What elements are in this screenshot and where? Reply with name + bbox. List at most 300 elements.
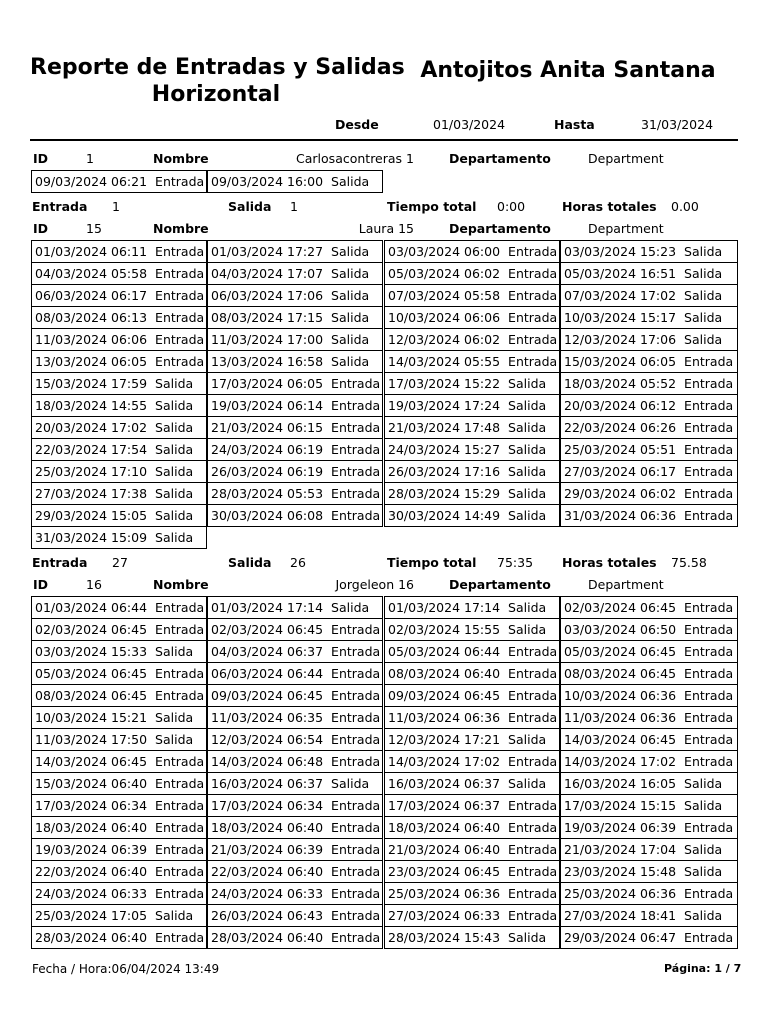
punch-record <box>385 285 559 307</box>
company-name: Antojitos Anita Santana <box>420 58 716 83</box>
nombre-label: Nombre <box>153 221 209 236</box>
punch-datetime: 21/03/2024 06:15 <box>211 420 324 435</box>
punch-datetime: 07/03/2024 17:02 <box>564 288 677 303</box>
punch-type: Salida <box>684 288 723 303</box>
punch-datetime: 14/03/2024 06:45 <box>35 754 148 769</box>
punch-datetime: 14/03/2024 06:48 <box>211 754 324 769</box>
punch-record <box>385 417 559 439</box>
punch-record <box>208 373 382 395</box>
punch-type: Entrada <box>155 776 205 791</box>
punch-datetime: 02/03/2024 06:45 <box>564 600 677 615</box>
punch-record <box>561 861 737 883</box>
punch-record <box>32 883 206 905</box>
punch-record <box>208 905 382 927</box>
punch-datetime: 29/03/2024 06:47 <box>564 930 677 945</box>
id-label: ID <box>33 151 49 166</box>
punch-record <box>208 751 382 773</box>
horas-totales-label: Horas totales <box>562 199 657 214</box>
entrada-count-label: Entrada <box>32 555 88 570</box>
punch-record <box>208 171 382 193</box>
punch-record <box>32 241 206 263</box>
punch-record <box>32 329 206 351</box>
employee-department: Department <box>588 151 664 166</box>
punch-record <box>385 373 559 395</box>
punch-record <box>208 395 382 417</box>
punch-datetime: 03/03/2024 15:23 <box>564 244 677 259</box>
punch-type: Salida <box>684 908 723 923</box>
punch-column <box>31 596 207 949</box>
punch-record <box>32 663 206 685</box>
employee-name: Carlosacontreras 1 <box>296 151 414 166</box>
punch-type: Entrada <box>331 908 381 923</box>
punch-record <box>385 263 559 285</box>
punch-record <box>32 839 206 861</box>
punch-datetime: 10/03/2024 06:06 <box>388 310 501 325</box>
punch-datetime: 22/03/2024 06:26 <box>564 420 677 435</box>
punch-datetime: 01/03/2024 17:14 <box>388 600 501 615</box>
punch-record <box>385 839 559 861</box>
punch-type: Salida <box>508 486 547 501</box>
punch-type: Salida <box>331 174 370 189</box>
punch-record <box>385 641 559 663</box>
punch-record <box>32 773 206 795</box>
punch-record <box>561 439 737 461</box>
punch-record <box>385 751 559 773</box>
punch-datetime: 18/03/2024 14:55 <box>35 398 148 413</box>
punch-datetime: 25/03/2024 06:36 <box>388 886 501 901</box>
punch-record <box>208 351 382 373</box>
punch-type: Entrada <box>155 174 205 189</box>
punch-type: Entrada <box>684 486 734 501</box>
punch-type: Entrada <box>331 376 381 391</box>
punch-record <box>208 285 382 307</box>
punch-type: Entrada <box>684 398 734 413</box>
punch-record <box>32 905 206 927</box>
departamento-label: Departamento <box>449 221 551 236</box>
punch-type: Salida <box>331 244 370 259</box>
punch-record <box>32 927 206 949</box>
punch-datetime: 29/03/2024 06:02 <box>564 486 677 501</box>
punch-type: Entrada <box>331 666 381 681</box>
punch-type: Entrada <box>508 288 558 303</box>
punch-datetime: 02/03/2024 06:45 <box>35 622 148 637</box>
punch-datetime: 19/03/2024 06:14 <box>211 398 324 413</box>
punch-type: Entrada <box>684 508 734 523</box>
punch-type: Entrada <box>331 644 381 659</box>
punch-type: Entrada <box>331 864 381 879</box>
punch-datetime: 07/03/2024 05:58 <box>388 288 501 303</box>
punch-type: Salida <box>331 266 370 281</box>
punch-record <box>385 505 559 527</box>
punch-type: Entrada <box>508 310 558 325</box>
punch-datetime: 15/03/2024 06:40 <box>35 776 148 791</box>
punch-record <box>32 483 206 505</box>
punch-record <box>561 751 737 773</box>
punch-datetime: 17/03/2024 06:34 <box>35 798 148 813</box>
punch-datetime: 02/03/2024 15:55 <box>388 622 501 637</box>
punch-type: Salida <box>155 398 194 413</box>
tiempo-total: 75:35 <box>497 555 534 570</box>
punch-datetime: 18/03/2024 06:40 <box>211 820 324 835</box>
punch-datetime: 10/03/2024 15:17 <box>564 310 677 325</box>
punch-type: Salida <box>508 930 547 945</box>
punch-type: Entrada <box>331 710 381 725</box>
punch-record <box>561 663 737 685</box>
punch-type: Salida <box>155 530 194 545</box>
punch-type: Entrada <box>155 244 205 259</box>
employee-department: Department <box>588 577 664 592</box>
punch-datetime: 11/03/2024 06:06 <box>35 332 148 347</box>
punch-type: Entrada <box>508 820 558 835</box>
punch-type: Entrada <box>331 442 381 457</box>
punch-datetime: 12/03/2024 17:21 <box>388 732 501 747</box>
punch-type: Entrada <box>155 754 205 769</box>
punch-record <box>561 373 737 395</box>
punch-record <box>32 263 206 285</box>
punch-record <box>385 241 559 263</box>
punch-type: Entrada <box>508 688 558 703</box>
punch-datetime: 11/03/2024 17:50 <box>35 732 148 747</box>
punch-datetime: 21/03/2024 17:48 <box>388 420 501 435</box>
id-label: ID <box>33 577 49 592</box>
punch-type: Entrada <box>331 420 381 435</box>
punch-type: Entrada <box>684 420 734 435</box>
punch-datetime: 29/03/2024 15:05 <box>35 508 148 523</box>
punch-type: Entrada <box>508 754 558 769</box>
tiempo-total-label: Tiempo total <box>387 555 477 570</box>
punch-record <box>561 839 737 861</box>
punch-datetime: 21/03/2024 17:04 <box>564 842 677 857</box>
punch-record <box>385 351 559 373</box>
punch-type: Salida <box>508 776 547 791</box>
punch-record <box>32 817 206 839</box>
punch-type: Entrada <box>508 798 558 813</box>
punch-record <box>561 795 737 817</box>
punch-datetime: 24/03/2024 06:33 <box>35 886 148 901</box>
punch-datetime: 09/03/2024 06:45 <box>388 688 501 703</box>
punch-type: Salida <box>508 508 547 523</box>
punch-datetime: 08/03/2024 17:15 <box>211 310 324 325</box>
punch-datetime: 30/03/2024 06:08 <box>211 508 324 523</box>
punch-type: Entrada <box>684 710 734 725</box>
punch-datetime: 27/03/2024 06:17 <box>564 464 677 479</box>
punch-record <box>32 751 206 773</box>
punch-datetime: 16/03/2024 06:37 <box>388 776 501 791</box>
punch-datetime: 05/03/2024 06:02 <box>388 266 501 281</box>
punch-datetime: 02/03/2024 06:45 <box>211 622 324 637</box>
tiempo-total: 0:00 <box>497 199 526 214</box>
punch-datetime: 14/03/2024 17:02 <box>388 754 501 769</box>
punch-record <box>385 663 559 685</box>
punch-record <box>385 461 559 483</box>
punch-datetime: 08/03/2024 06:13 <box>35 310 148 325</box>
punch-column <box>207 596 383 949</box>
punch-datetime: 20/03/2024 06:12 <box>564 398 677 413</box>
punch-datetime: 10/03/2024 06:36 <box>564 688 677 703</box>
punch-record <box>208 773 382 795</box>
horas-totales: 75.58 <box>671 555 707 570</box>
punch-record <box>32 351 206 373</box>
punch-datetime: 18/03/2024 05:52 <box>564 376 677 391</box>
punch-datetime: 23/03/2024 15:48 <box>564 864 677 879</box>
punch-datetime: 11/03/2024 06:36 <box>564 710 677 725</box>
punch-datetime: 17/03/2024 15:15 <box>564 798 677 813</box>
punch-datetime: 14/03/2024 05:55 <box>388 354 501 369</box>
punch-type: Entrada <box>155 820 205 835</box>
punch-datetime: 31/03/2024 15:09 <box>35 530 148 545</box>
punch-record <box>561 619 737 641</box>
punch-record <box>561 773 737 795</box>
punch-datetime: 01/03/2024 06:11 <box>35 244 148 259</box>
punch-record <box>561 395 737 417</box>
punch-record <box>208 641 382 663</box>
punch-type: Entrada <box>331 732 381 747</box>
punch-datetime: 05/03/2024 06:45 <box>564 644 677 659</box>
punch-type: Salida <box>155 644 194 659</box>
punch-datetime: 08/03/2024 06:45 <box>564 666 677 681</box>
punch-record <box>561 505 737 527</box>
punch-datetime: 11/03/2024 06:36 <box>388 710 501 725</box>
punch-record <box>208 685 382 707</box>
punch-record <box>561 241 737 263</box>
punch-datetime: 16/03/2024 16:05 <box>564 776 677 791</box>
punch-record <box>385 483 559 505</box>
punch-record <box>561 905 737 927</box>
punch-datetime: 28/03/2024 15:29 <box>388 486 501 501</box>
punch-type: Salida <box>331 288 370 303</box>
desde-label: Desde <box>335 117 379 132</box>
punch-datetime: 04/03/2024 17:07 <box>211 266 324 281</box>
punch-datetime: 27/03/2024 06:33 <box>388 908 501 923</box>
punch-datetime: 08/03/2024 06:45 <box>35 688 148 703</box>
punch-type: Entrada <box>508 842 558 857</box>
report-title-line2: Horizontal <box>151 82 281 107</box>
punch-record <box>208 417 382 439</box>
punch-type: Entrada <box>508 864 558 879</box>
punch-type: Entrada <box>508 644 558 659</box>
punch-datetime: 11/03/2024 06:35 <box>211 710 324 725</box>
punch-datetime: 15/03/2024 06:05 <box>564 354 677 369</box>
punch-record <box>385 707 559 729</box>
punch-type: Salida <box>331 776 370 791</box>
punch-record <box>208 663 382 685</box>
punch-record <box>208 307 382 329</box>
punch-record <box>561 817 737 839</box>
punch-type: Salida <box>508 732 547 747</box>
punch-datetime: 05/03/2024 06:44 <box>388 644 501 659</box>
punch-record <box>208 795 382 817</box>
punch-record <box>208 263 382 285</box>
punch-datetime: 25/03/2024 06:36 <box>564 886 677 901</box>
punch-record <box>561 351 737 373</box>
punch-datetime: 18/03/2024 06:40 <box>388 820 501 835</box>
employee-name: Laura 15 <box>358 221 414 236</box>
punch-datetime: 31/03/2024 06:36 <box>564 508 677 523</box>
punch-record <box>32 171 206 193</box>
hasta-value: 31/03/2024 <box>641 117 714 132</box>
punch-datetime: 26/03/2024 06:19 <box>211 464 324 479</box>
punch-column <box>560 596 738 949</box>
punch-datetime: 14/03/2024 17:02 <box>564 754 677 769</box>
punch-type: Salida <box>508 600 547 615</box>
punch-record <box>385 395 559 417</box>
punch-type: Entrada <box>155 864 205 879</box>
punch-record <box>208 927 382 949</box>
punch-record <box>208 729 382 751</box>
salida-count: 26 <box>290 555 306 570</box>
punch-type: Entrada <box>155 600 205 615</box>
punch-type: Entrada <box>331 798 381 813</box>
desde-value: 01/03/2024 <box>433 117 506 132</box>
punch-datetime: 22/03/2024 06:40 <box>211 864 324 879</box>
punch-datetime: 03/03/2024 06:00 <box>388 244 501 259</box>
punch-type: Salida <box>684 266 723 281</box>
punch-type: Entrada <box>684 666 734 681</box>
punch-record <box>561 729 737 751</box>
punch-record <box>208 839 382 861</box>
punch-datetime: 08/03/2024 06:40 <box>388 666 501 681</box>
entrada-count-label: Entrada <box>32 199 88 214</box>
punch-type: Entrada <box>508 710 558 725</box>
punch-type: Salida <box>155 908 194 923</box>
punch-datetime: 22/03/2024 06:40 <box>35 864 148 879</box>
punch-datetime: 22/03/2024 17:54 <box>35 442 148 457</box>
punch-datetime: 12/03/2024 17:06 <box>564 332 677 347</box>
punch-record <box>385 307 559 329</box>
punch-record <box>385 905 559 927</box>
punch-type: Salida <box>508 442 547 457</box>
punch-record <box>208 461 382 483</box>
punch-type: Entrada <box>331 688 381 703</box>
punch-datetime: 19/03/2024 06:39 <box>564 820 677 835</box>
punch-record <box>385 861 559 883</box>
salida-count: 1 <box>290 199 298 214</box>
punch-type: Entrada <box>684 644 734 659</box>
punch-datetime: 21/03/2024 06:39 <box>211 842 324 857</box>
punch-type: Salida <box>155 508 194 523</box>
punch-type: Entrada <box>684 622 734 637</box>
nombre-label: Nombre <box>153 151 209 166</box>
punch-datetime: 01/03/2024 06:44 <box>35 600 148 615</box>
salida-count-label: Salida <box>228 555 272 570</box>
punch-type: Entrada <box>508 332 558 347</box>
punch-record <box>208 241 382 263</box>
punch-type: Salida <box>508 420 547 435</box>
punch-record <box>208 619 382 641</box>
punch-type: Salida <box>155 710 194 725</box>
punch-datetime: 09/03/2024 06:21 <box>35 174 148 189</box>
punch-type: Entrada <box>684 732 734 747</box>
punch-datetime: 25/03/2024 05:51 <box>564 442 677 457</box>
punch-type: Salida <box>508 464 547 479</box>
punch-datetime: 09/03/2024 06:45 <box>211 688 324 703</box>
punch-datetime: 28/03/2024 05:53 <box>211 486 324 501</box>
employee-id: 16 <box>86 577 102 592</box>
punch-record <box>385 817 559 839</box>
punch-column <box>560 240 738 527</box>
punch-record <box>561 263 737 285</box>
punch-type: Salida <box>508 398 547 413</box>
punch-type: Salida <box>684 332 723 347</box>
punch-type: Entrada <box>155 886 205 901</box>
punch-record <box>385 329 559 351</box>
departamento-label: Departamento <box>449 151 551 166</box>
punch-column <box>207 240 383 527</box>
punch-datetime: 01/03/2024 17:27 <box>211 244 324 259</box>
salida-count-label: Salida <box>228 199 272 214</box>
punch-datetime: 23/03/2024 06:45 <box>388 864 501 879</box>
punch-type: Salida <box>684 776 723 791</box>
punch-type: Entrada <box>684 820 734 835</box>
punch-record <box>208 883 382 905</box>
punch-type: Entrada <box>331 754 381 769</box>
punch-column <box>207 170 383 193</box>
punch-type: Salida <box>331 310 370 325</box>
punch-datetime: 27/03/2024 17:38 <box>35 486 148 501</box>
punch-type: Salida <box>684 842 723 857</box>
punch-datetime: 04/03/2024 05:58 <box>35 266 148 281</box>
footer-timestamp: Fecha / Hora:06/04/2024 13:49 <box>32 962 220 976</box>
punch-datetime: 10/03/2024 15:21 <box>35 710 148 725</box>
id-label: ID <box>33 221 49 236</box>
punch-datetime: 19/03/2024 17:24 <box>388 398 501 413</box>
punch-type: Entrada <box>155 688 205 703</box>
nombre-label: Nombre <box>153 577 209 592</box>
punch-type: Salida <box>684 798 723 813</box>
punch-datetime: 28/03/2024 06:40 <box>35 930 148 945</box>
punch-datetime: 13/03/2024 06:05 <box>35 354 148 369</box>
punch-type: Entrada <box>684 600 734 615</box>
punch-datetime: 26/03/2024 17:16 <box>388 464 501 479</box>
punch-type: Salida <box>155 420 194 435</box>
punch-datetime: 05/03/2024 06:45 <box>35 666 148 681</box>
punch-record <box>561 685 737 707</box>
punch-type: Entrada <box>155 354 205 369</box>
punch-type: Salida <box>155 732 194 747</box>
punch-datetime: 03/03/2024 06:50 <box>564 622 677 637</box>
punch-datetime: 17/03/2024 06:37 <box>388 798 501 813</box>
punch-type: Entrada <box>508 266 558 281</box>
punch-record <box>385 685 559 707</box>
punch-record <box>561 307 737 329</box>
punch-type: Entrada <box>508 666 558 681</box>
punch-type: Entrada <box>155 666 205 681</box>
page-number: Página: 1 / 7 <box>664 962 742 975</box>
punch-record <box>32 527 206 549</box>
punch-datetime: 24/03/2024 06:19 <box>211 442 324 457</box>
punch-type: Entrada <box>331 820 381 835</box>
punch-datetime: 15/03/2024 17:59 <box>35 376 148 391</box>
punch-record <box>32 795 206 817</box>
punch-record <box>32 619 206 641</box>
punch-record <box>32 439 206 461</box>
punch-record <box>32 373 206 395</box>
punch-record <box>561 285 737 307</box>
punch-type: Salida <box>331 600 370 615</box>
punch-type: Entrada <box>155 266 205 281</box>
punch-record <box>32 597 206 619</box>
punch-type: Salida <box>155 486 194 501</box>
punch-type: Entrada <box>508 244 558 259</box>
punch-record <box>32 417 206 439</box>
punch-record <box>385 883 559 905</box>
punch-type: Salida <box>155 442 194 457</box>
punch-record <box>32 685 206 707</box>
header-divider <box>30 139 738 141</box>
punch-record <box>561 641 737 663</box>
punch-datetime: 11/03/2024 17:00 <box>211 332 324 347</box>
employee-id: 1 <box>86 151 94 166</box>
